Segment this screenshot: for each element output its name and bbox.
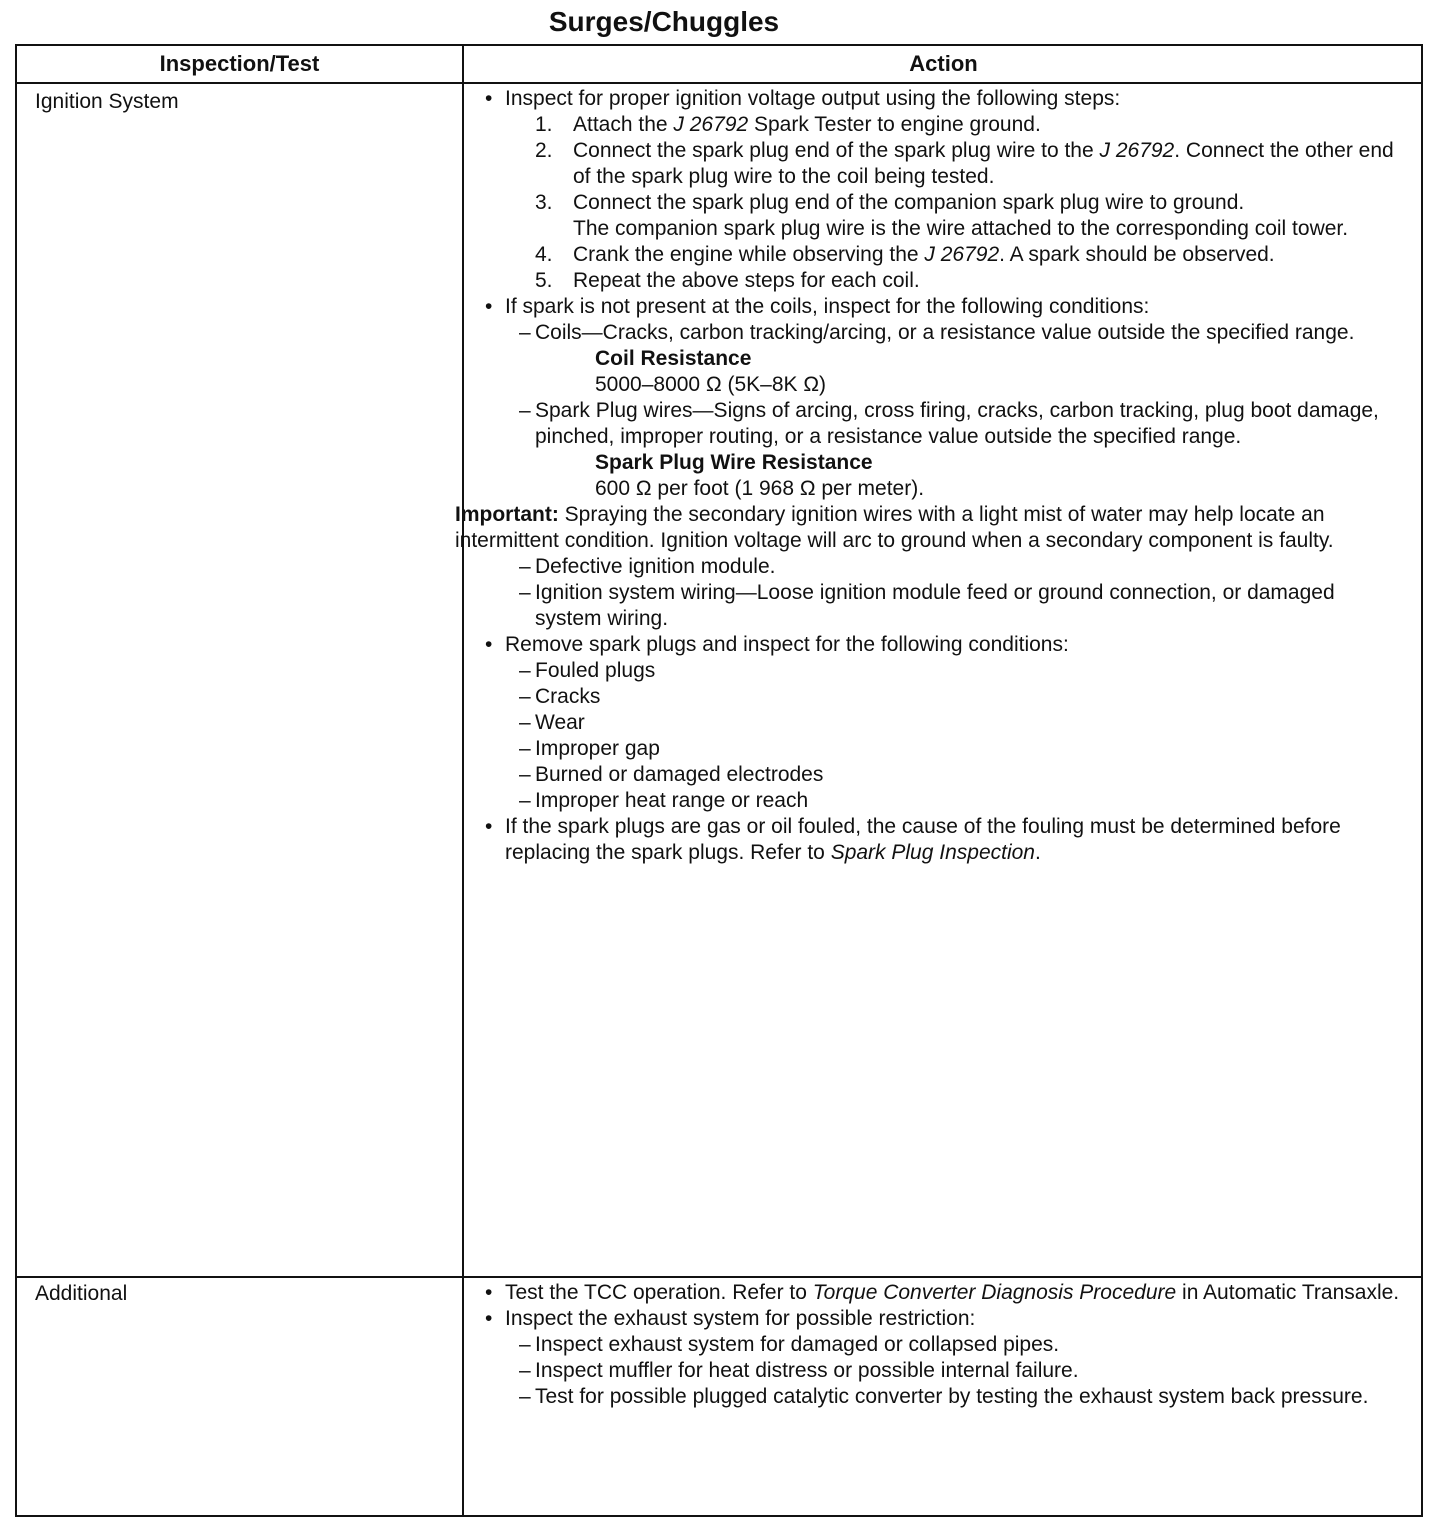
dash-item: – Improper gap [455, 736, 1401, 762]
bullet-item: • Test the TCC operation. Refer to Torque Converter Diagnosis Procedure in Automatic Transaxle. [455, 1280, 1401, 1306]
row-label-ignition: Ignition System [35, 90, 179, 113]
dash-item: – Inspect exhaust system for damaged or collapsed pipes. [455, 1332, 1401, 1358]
reference-link: Spark Plug Inspection [830, 841, 1035, 864]
dash-item: – Wear [455, 710, 1401, 736]
header-inspection-test: Inspection/Test [159, 51, 320, 76]
reference-link: Torque Converter Diagnosis Procedure [812, 1281, 1177, 1304]
dash-item: – Coils—Cracks, carbon tracking/arcing, or a resistance value outside the specified range. [455, 320, 1401, 346]
bullet-item: • Inspect for proper ignition voltage output using the following steps: [455, 86, 1401, 112]
ignition-actions [455, 86, 1401, 866]
bullet-item: • If spark is not present at the coils, inspect for the following conditions: [455, 294, 1401, 320]
step-item: 2. Connect the spark plug end of the spark plug wire to the J 26792. Connect the other end of the spark plug wire to the coil being tested. [535, 139, 1394, 188]
dash-item: – Inspect muffler for heat distress or possible internal failure. [455, 1358, 1401, 1384]
spec-value: 600 Ω per foot (1 968 Ω per meter). [595, 477, 925, 500]
step-item: 1. Attach the J 26792 Spark Tester to engine ground. [535, 113, 1041, 136]
dash-item: – Burned or damaged electrodes [455, 762, 1401, 788]
dash-item: – Fouled plugs [455, 658, 1401, 684]
dash-item: – Spark Plug wires—Signs of arcing, cross firing, cracks, carbon tracking, plug boot damage, pinched, improper routing, or a resistance value outside the specified range. [455, 398, 1401, 450]
important-note: Important: Spraying the secondary ignition wires with a light mist of water may help locate an intermittent condition. Ignition voltage will arc to ground when a secondary component is faulty. [455, 503, 1334, 552]
header-divider [17, 82, 1421, 84]
dash-item: – Ignition system wiring—Loose ignition module feed or ground connection, or damaged system wiring. [455, 580, 1401, 632]
step-item: 3. Connect the spark plug end of the companion spark plug wire to ground. [535, 191, 1245, 214]
dash-item: – Defective ignition module. [455, 554, 1401, 580]
page-title: Surges/Chuggles [548, 6, 780, 37]
bullet-item: • Remove spark plugs and inspect for the following conditions: [455, 632, 1401, 658]
dash-item: – Cracks [455, 684, 1401, 710]
additional-actions [455, 1280, 1401, 1410]
spec-title: Spark Plug Wire Resistance [595, 451, 873, 474]
row-divider [17, 1276, 1421, 1278]
header-action: Action [909, 51, 978, 76]
step-item: 5. Repeat the above steps for each coil. [535, 269, 920, 292]
spec-value: 5000–8000 Ω (5K–8K Ω) [595, 373, 827, 396]
dash-item: – Improper heat range or reach [455, 788, 1401, 814]
step-note: The companion spark plug wire is the wire attached to the corresponding coil tower. [573, 217, 1349, 240]
row-label-additional: Additional [35, 1282, 128, 1305]
dash-item: – Test for possible plugged catalytic converter by testing the exhaust system back pressure. [455, 1384, 1401, 1410]
bullet-item: • Inspect the exhaust system for possible restriction: [455, 1306, 1401, 1332]
step-item: 4. Crank the engine while observing the J 26792. A spark should be observed. [535, 243, 1275, 266]
spec-title: Coil Resistance [595, 347, 752, 370]
bullet-item: • If the spark plugs are gas or oil fouled, the cause of the fouling must be determined before replacing the spark plugs. Refer to Spark Plug Inspection. [455, 814, 1401, 866]
